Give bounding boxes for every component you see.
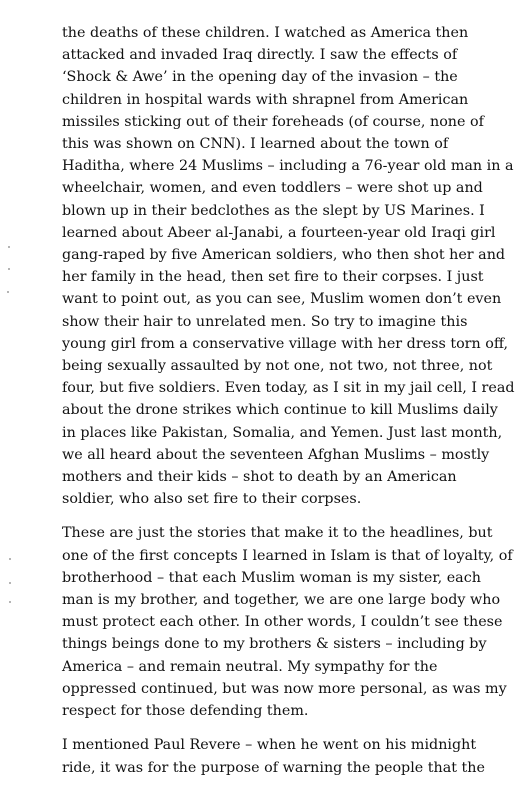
text-line: I mentioned Paul Revere – when he went on his midnight xyxy=(62,737,477,754)
text-line: gang-raped by five American soldiers, who then shot her and xyxy=(62,247,506,264)
scan-speck xyxy=(7,291,9,293)
text-line: soldier, who also set fire to their corpses. xyxy=(62,491,362,508)
text-line: ‘Shock & Awe’ in the opening day of the invasion – the xyxy=(62,69,458,86)
paragraph-2 xyxy=(62,522,513,722)
text-line: her family in the head, then set fire to their corpses. I just xyxy=(62,269,484,286)
text-line: respect for those defending them. xyxy=(62,703,309,720)
text-line: ride, it was for the purpose of warning the people that the xyxy=(62,759,485,776)
text-line: attacked and invaded Iraq directly. I saw the effects of xyxy=(62,47,458,64)
text-line: children in hospital wards with shrapnel from American xyxy=(62,91,469,108)
text-line: want to point out, as you can see, Muslim women don’t even xyxy=(62,291,502,308)
text-line: These are just the stories that make it to the headlines, but xyxy=(62,525,493,542)
paragraph-spacer xyxy=(62,510,509,522)
paragraph-spacer xyxy=(62,722,509,734)
text-line: mothers and their kids – shot to death by an American xyxy=(62,469,457,486)
text-line: show their hair to unrelated men. So try to imagine this xyxy=(62,313,468,330)
text-line: about the drone strikes which continue to kill Muslims daily xyxy=(62,402,498,419)
scan-speck xyxy=(9,582,11,584)
text-line: must protect each other. In other words, I couldn’t see these xyxy=(62,614,503,631)
text-line: young girl from a conservative village with her dress torn off, xyxy=(62,335,509,352)
text-line: learned about Abeer al-Janabi, a fourteen-year old Iraqi girl xyxy=(62,224,496,241)
text-line: blown up in their bedclothes as the slept by US Marines. I xyxy=(62,202,485,219)
body-text xyxy=(62,22,515,779)
text-line: four, but five soldiers. Even today, as I sit in my jail cell, I read xyxy=(62,380,515,397)
text-line: things beings done to my brothers & sisters – including by xyxy=(62,636,487,653)
text-line: man is my brother, and together, we are one large body who xyxy=(62,592,501,609)
paragraph-1 xyxy=(62,22,515,510)
text-line: one of the first concepts I learned in Islam is that of loyalty, of xyxy=(62,547,513,564)
scan-speck xyxy=(8,268,10,270)
text-line: brotherhood – that each Muslim woman is my sister, each xyxy=(62,569,481,586)
text-line: the deaths of these children. I watched as America then xyxy=(62,25,469,41)
text-line: America – and remain neutral. My sympathy for the xyxy=(62,658,438,675)
text-line: we all heard about the seventeen Afghan Muslims – mostly xyxy=(62,446,490,463)
text-line: Haditha, where 24 Muslims – including a 76-year old man in a xyxy=(62,158,514,175)
text-line: this was shown on CNN). I learned about the town of xyxy=(62,136,449,153)
text-line: oppressed continued, but was now more personal, as was my xyxy=(62,680,507,697)
scan-speck xyxy=(8,246,10,248)
paragraph-3 xyxy=(62,734,509,778)
text-line: wheelchair, women, and even toddlers – were shot up and xyxy=(62,180,483,197)
text-line: being sexually assaulted by not one, not two, not three, not xyxy=(62,358,493,375)
scan-speck xyxy=(9,558,11,560)
text-line: missiles sticking out of their foreheads (of course, none of xyxy=(62,113,484,130)
scan-speck xyxy=(9,601,11,603)
text-line: in places like Pakistan, Somalia, and Yemen. Just last month, xyxy=(62,424,503,441)
